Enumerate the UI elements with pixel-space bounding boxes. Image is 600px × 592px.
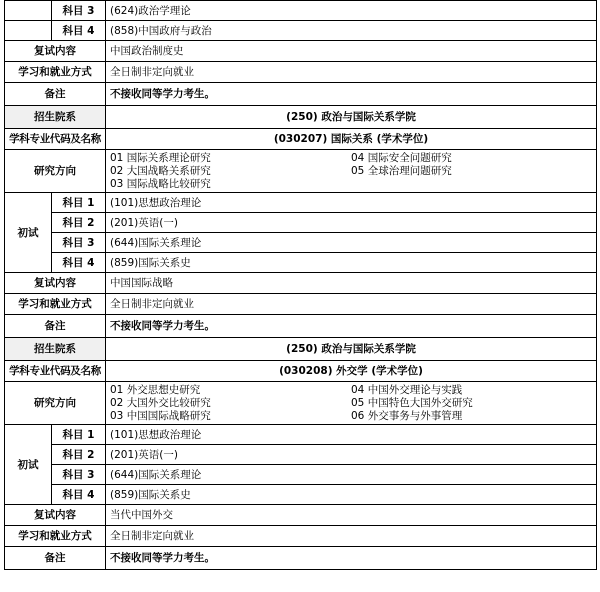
initial-subject-row	[5, 425, 597, 445]
initial-subject-row	[5, 253, 597, 273]
initial-subject-row	[5, 213, 597, 233]
note-value: 不接收同等学力考生。	[106, 83, 597, 106]
subject-value: (644)国际关系理论	[106, 233, 597, 253]
top-subject4-row	[5, 21, 597, 41]
retest-label: 复试内容	[5, 273, 106, 294]
direction-column-left	[110, 152, 351, 191]
direction-list	[106, 382, 597, 425]
subject-value: (858)中国政府与政治	[106, 21, 597, 41]
study-mode-label: 学习和就业方式	[5, 294, 106, 315]
subject-label: 科目 1	[52, 193, 106, 213]
retest-row	[5, 273, 597, 294]
study-mode-label: 学习和就业方式	[5, 62, 106, 83]
initial-subject-row	[5, 193, 597, 213]
subject-label: 科目 4	[52, 485, 106, 505]
school-row	[5, 338, 597, 361]
subject-label: 科目 3	[52, 1, 106, 21]
retest-label: 复试内容	[5, 505, 106, 526]
direction-list	[106, 150, 597, 193]
top-initial-cell	[5, 21, 52, 41]
study-mode-row	[5, 526, 597, 547]
direction-row	[5, 382, 597, 425]
note-row	[5, 547, 597, 570]
subject-label: 科目 2	[52, 445, 106, 465]
subject-value: (859)国际关系史	[106, 485, 597, 505]
study-mode-value: 全日制非定向就业	[106, 62, 597, 83]
direction-item: 04 国际安全问题研究	[351, 151, 452, 164]
initial-label: 初试	[5, 425, 52, 505]
direction-item: 02 大国战略关系研究	[110, 164, 211, 177]
initial-subject-row	[5, 445, 597, 465]
direction-item: 06 外交事务与外事管理	[351, 409, 463, 422]
direction-item: 02 大国外交比较研究	[110, 396, 211, 409]
study-mode-value: 全日制非定向就业	[106, 294, 597, 315]
subject-value: (101)思想政治理论	[106, 193, 597, 213]
school-row	[5, 106, 597, 129]
direction-item: 05 中国特色大国外交研究	[351, 396, 473, 409]
note-label: 备注	[5, 83, 106, 106]
study-mode-label: 学习和就业方式	[5, 526, 106, 547]
retest-label: 复试内容	[5, 41, 106, 62]
retest-value: 中国政治制度史	[106, 41, 597, 62]
school-label: 招生院系	[5, 338, 106, 361]
initial-subject-row	[5, 465, 597, 485]
direction-label: 研究方向	[5, 150, 106, 193]
subject-value: (101)思想政治理论	[106, 425, 597, 445]
admissions-table	[4, 0, 597, 570]
initial-subject-row	[5, 233, 597, 253]
note-label: 备注	[5, 315, 106, 338]
subject-label: 科目 3	[52, 233, 106, 253]
major-code-label: 学科专业代码及名称	[5, 361, 106, 382]
subject-value: (201)英语(一)	[106, 213, 597, 233]
top-note-row	[5, 83, 597, 106]
retest-value: 中国国际战略	[106, 273, 597, 294]
subject-label: 科目 1	[52, 425, 106, 445]
direction-item: 01 外交思想史研究	[110, 383, 201, 396]
major-value: (030207) 国际关系 (学术学位)	[106, 129, 597, 150]
subject-label: 科目 3	[52, 465, 106, 485]
direction-column-right	[351, 384, 592, 423]
subject-value: (201)英语(一)	[106, 445, 597, 465]
initial-subject-row	[5, 485, 597, 505]
study-mode-value: 全日制非定向就业	[106, 526, 597, 547]
subject-value: (644)国际关系理论	[106, 465, 597, 485]
direction-item: 05 全球治理问题研究	[351, 164, 452, 177]
direction-item: 03 中国国际战略研究	[110, 409, 211, 422]
school-value: (250) 政治与国际关系学院	[106, 106, 597, 129]
subject-value: (859)国际关系史	[106, 253, 597, 273]
subject-label: 科目 4	[52, 21, 106, 41]
major-row	[5, 361, 597, 382]
note-row	[5, 315, 597, 338]
direction-item: 01 国际关系理论研究	[110, 151, 211, 164]
direction-label: 研究方向	[5, 382, 106, 425]
retest-row	[5, 505, 597, 526]
subject-label: 科目 4	[52, 253, 106, 273]
note-label: 备注	[5, 547, 106, 570]
direction-column-left	[110, 384, 351, 423]
direction-item: 04 中国外交理论与实践	[351, 383, 463, 396]
school-value: (250) 政治与国际关系学院	[106, 338, 597, 361]
study-mode-row	[5, 294, 597, 315]
note-value: 不接收同等学力考生。	[106, 315, 597, 338]
subject-label: 科目 2	[52, 213, 106, 233]
direction-column-right	[351, 152, 592, 191]
top-retest-row	[5, 41, 597, 62]
major-row	[5, 129, 597, 150]
top-initial-cell	[5, 1, 52, 21]
retest-value: 当代中国外交	[106, 505, 597, 526]
initial-label: 初试	[5, 193, 52, 273]
major-code-label: 学科专业代码及名称	[5, 129, 106, 150]
direction-item: 03 国际战略比较研究	[110, 177, 211, 190]
school-label: 招生院系	[5, 106, 106, 129]
top-subject3-row	[5, 1, 597, 21]
major-value: (030208) 外交学 (学术学位)	[106, 361, 597, 382]
note-value: 不接收同等学力考生。	[106, 547, 597, 570]
direction-row	[5, 150, 597, 193]
subject-value: (624)政治学理论	[106, 1, 597, 21]
top-study-mode-row	[5, 62, 597, 83]
